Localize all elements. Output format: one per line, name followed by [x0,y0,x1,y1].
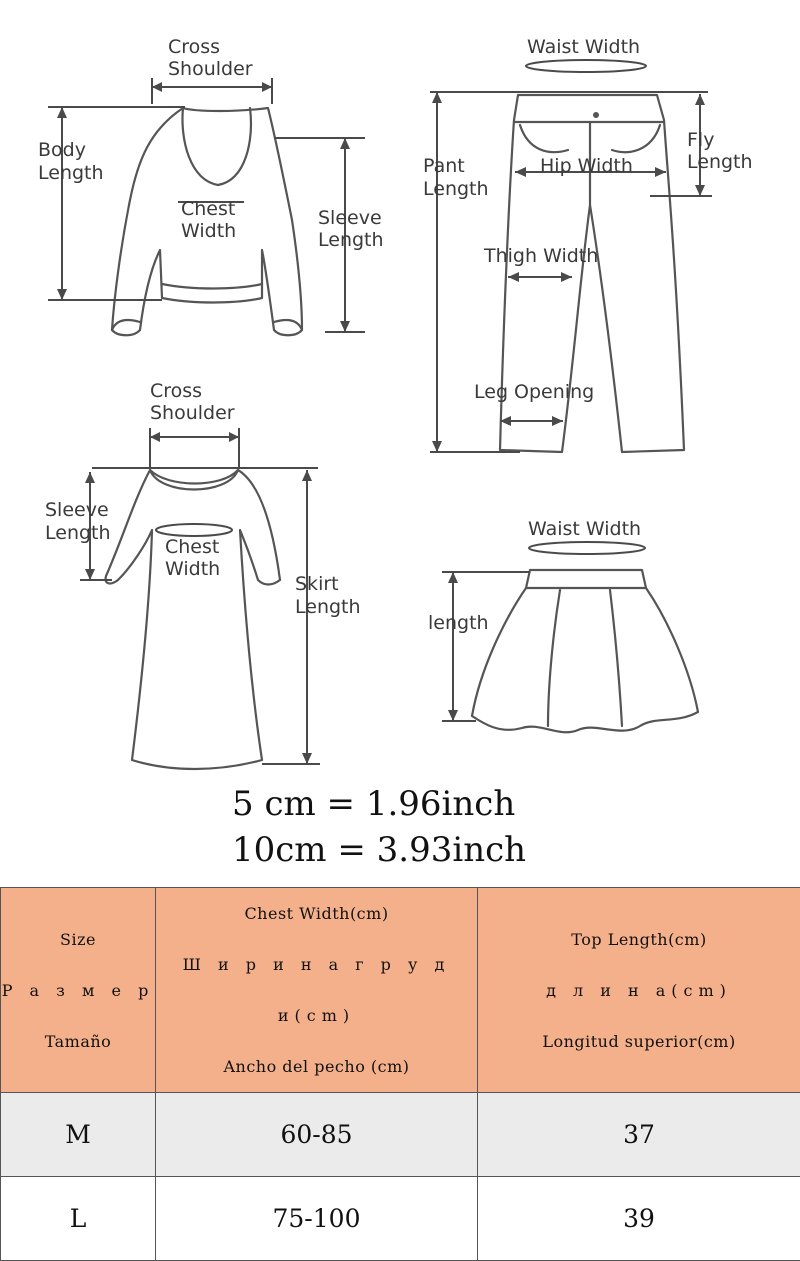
conversion-line-2: 10cm = 3.93inch [232,830,526,870]
header-chest-es: Ancho del pecho (cm) [156,1041,477,1092]
header-size-en: Size [1,914,155,965]
cell-size: L [1,1177,156,1261]
cell-top-length: 37 [478,1093,800,1177]
top-cross-shoulder-label-1: Cross [168,36,220,58]
conversion-line-1: 5 cm = 1.96inch [232,784,515,824]
pants-pant-length-label-1: Pant [423,155,465,177]
dress-chest-width-label-2: Width [165,558,220,580]
header-size-es: Tamaño [1,1016,155,1067]
header-size [1,888,156,1093]
header-length-es: Longitud superior(cm) [478,1016,800,1067]
header-chest-ru: Ш и р и н а г р у д и(cm) [156,939,477,1041]
dress-sketch [106,470,280,769]
top-chest-width-label-2: Width [181,220,236,242]
header-top-length [478,888,800,1093]
header-length-ru: д л и н а(cm) [478,965,800,1016]
size-table [0,887,800,1261]
pants-waist-width-label: Waist Width [527,36,640,58]
header-chest-width [156,888,478,1093]
cell-chest-width: 75-100 [156,1177,478,1261]
pants-pant-length-label-2: Length [423,178,489,200]
dress-skirt-length-label-1: Skirt [295,573,339,595]
dress-sleeve-length-label-2: Length [45,522,111,544]
top-chest-width-label-1: Chest [181,198,235,220]
header-size-ru: Р а з м е р [1,965,155,1016]
pants-fly-length-label-1: Fly [687,129,714,151]
top-sleeve-length-label-1: Sleeve [318,207,382,229]
dress-skirt-length-label-2: Length [295,596,361,618]
skirt-sketch [472,570,698,732]
cell-size: M [1,1093,156,1177]
pants-thigh-width-label: Thigh Width [483,245,598,267]
table-row [1,1177,800,1261]
top-sleeve-length-label-2: Length [318,229,384,251]
top-body-length-label-1: Body [38,139,86,161]
header-chest-en: Chest Width(cm) [156,888,477,939]
skirt-length-label: length [428,612,489,634]
dress-dimension-lines [80,428,320,764]
dress-cross-shoulder-label-2: Shoulder [150,402,235,424]
header-length-en: Top Length(cm) [478,914,800,965]
dress-chest-width-label-1: Chest [165,536,219,558]
dress-cross-shoulder-label-1: Cross [150,380,202,402]
pants-hip-width-label: Hip Width [540,155,633,177]
skirt-waist-width-label: Waist Width [528,518,641,540]
top-body-length-label-2: Length [38,162,104,184]
cell-chest-width: 60-85 [156,1093,478,1177]
pants-fly-length-label-2: Length [687,151,753,173]
dress-sleeve-length-label-1: Sleeve [45,499,109,521]
table-row [1,1093,800,1177]
top-cross-shoulder-label-2: Shoulder [168,58,253,80]
pants-leg-opening-label: Leg Opening [474,381,594,403]
size-table-header-row [1,888,800,1093]
cell-top-length: 39 [478,1177,800,1261]
